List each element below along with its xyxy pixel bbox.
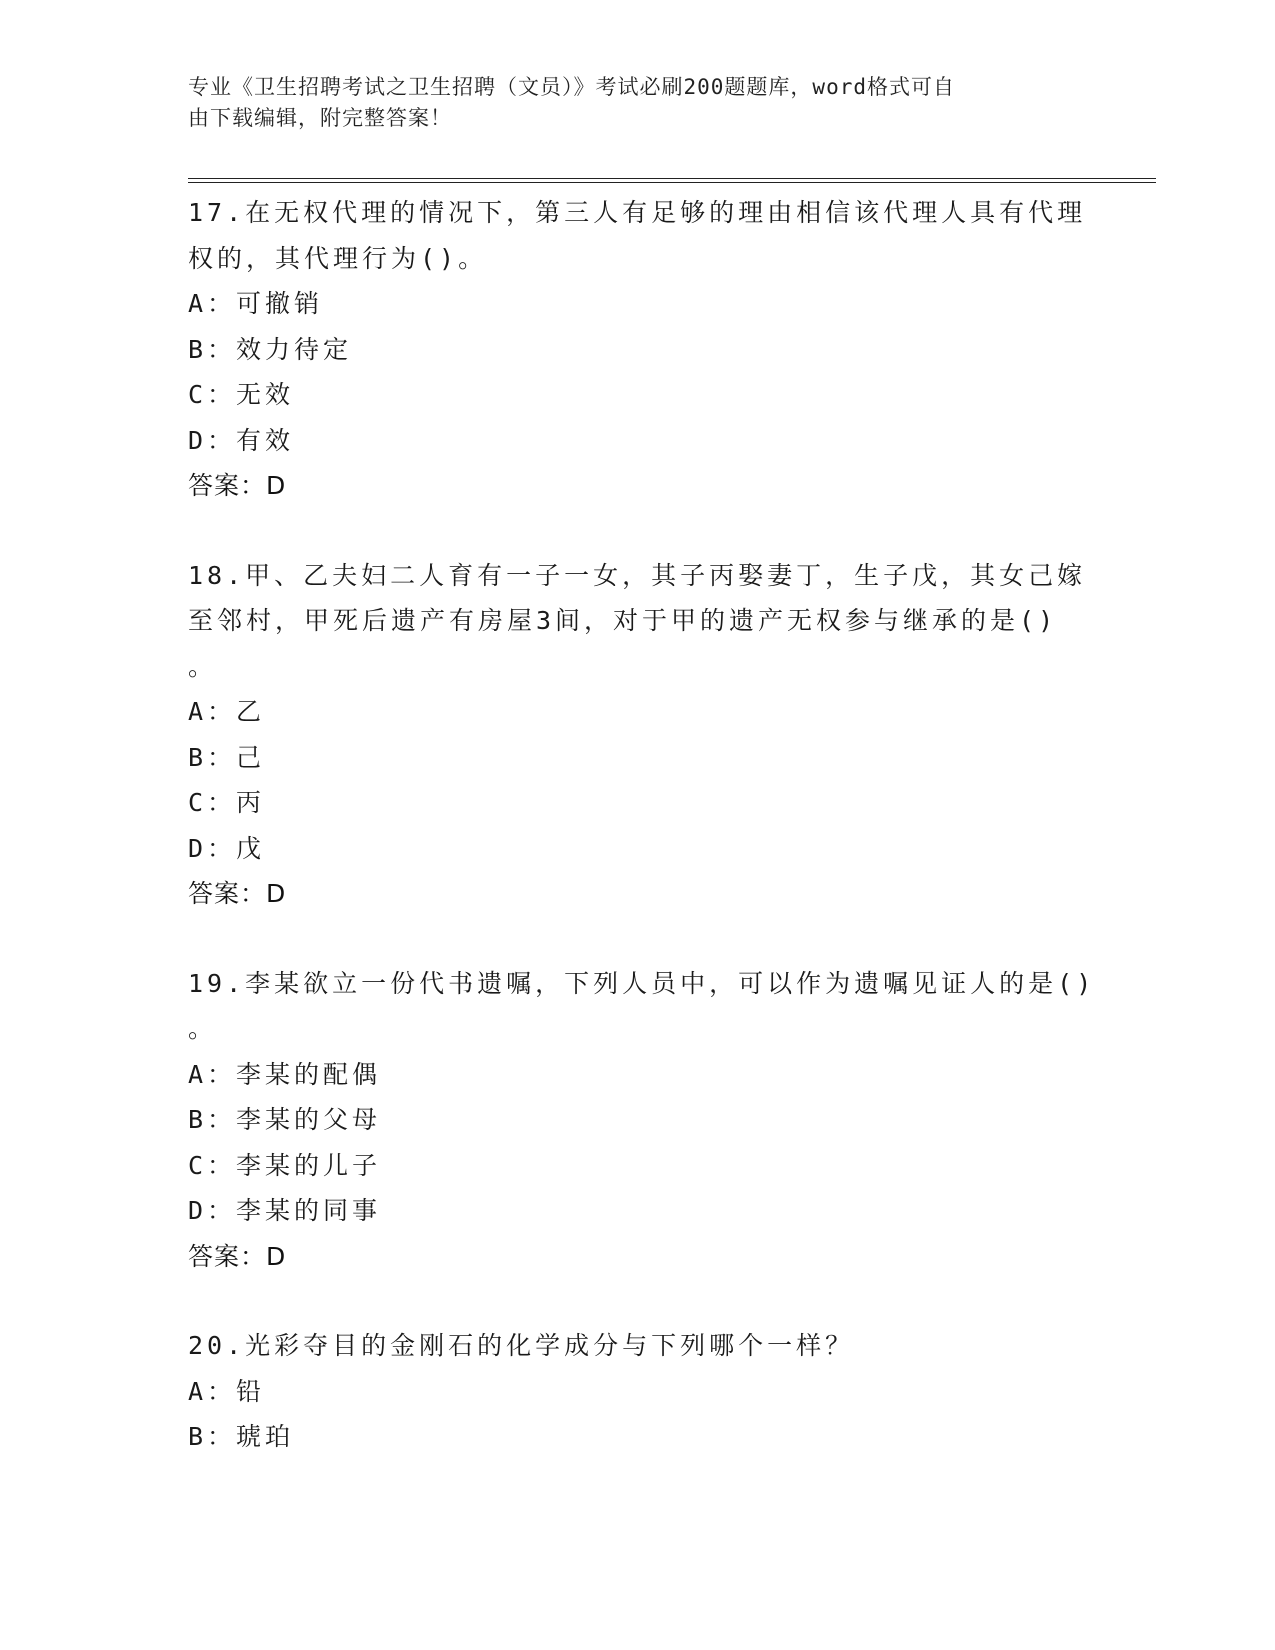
question-stem: 17.在无权代理的情况下，第三人有足够的理由相信该代理人具有代理 — [188, 198, 1087, 227]
question-list — [188, 190, 1096, 1460]
option-d: D：有效 — [188, 425, 295, 455]
question-stem: 权的，其代理行为()。 — [188, 243, 488, 273]
question-spacer — [188, 509, 1088, 553]
question-17 — [188, 190, 1088, 509]
option-a: A：李某的配偶 — [188, 1059, 382, 1089]
question-stem: 。 — [188, 651, 218, 681]
option-c: C：丙 — [188, 788, 266, 817]
question-stem: 18.甲、乙夫妇二人育有一子一女，其子丙娶妻丁，生子戊，其女己嫁 — [188, 560, 1087, 590]
answer-label: 答案：D — [188, 1241, 287, 1271]
option-b: B：琥珀 — [188, 1422, 295, 1451]
option-b: B：效力待定 — [188, 334, 353, 364]
option-a: A：铅 — [188, 1376, 266, 1406]
option-c: C：李某的儿子 — [188, 1150, 382, 1180]
option-d: D：戊 — [188, 833, 266, 863]
header-divider-top — [188, 178, 1156, 179]
option-a: A：可撤销 — [188, 289, 324, 318]
question-stem: 19.李某欲立一份代书遗嘱，下列人员中，可以作为遗嘱见证人的是() — [188, 968, 1096, 998]
option-b: B：己 — [188, 742, 266, 772]
question-18 — [188, 553, 1088, 917]
header-line-1: 专业《卫生招聘考试之卫生招聘（文员）》考试必刷200题题库，word格式可自 — [188, 75, 955, 99]
question-spacer — [188, 917, 1088, 961]
option-d: D：李某的同事 — [188, 1196, 382, 1225]
document-header — [188, 72, 1068, 134]
option-a: A：乙 — [188, 697, 266, 726]
answer-label: 答案：D — [188, 471, 287, 500]
option-b: B：李某的父母 — [188, 1105, 382, 1134]
question-spacer — [188, 1279, 1088, 1323]
header-line-2: 由下载编辑，附完整答案！ — [188, 106, 452, 130]
question-20 — [188, 1323, 1088, 1460]
question-stem: 至邻村，甲死后遗产有房屋3间，对于甲的遗产无权参与继承的是() — [188, 606, 1058, 635]
option-c: C：无效 — [188, 380, 295, 409]
answer-label: 答案：D — [188, 879, 287, 908]
question-stem: 20.光彩夺目的金刚石的化学成分与下列哪个一样？ — [188, 1331, 855, 1360]
question-stem: 。 — [188, 1014, 218, 1043]
question-19 — [188, 961, 1096, 1280]
header-divider-bottom — [188, 182, 1156, 183]
